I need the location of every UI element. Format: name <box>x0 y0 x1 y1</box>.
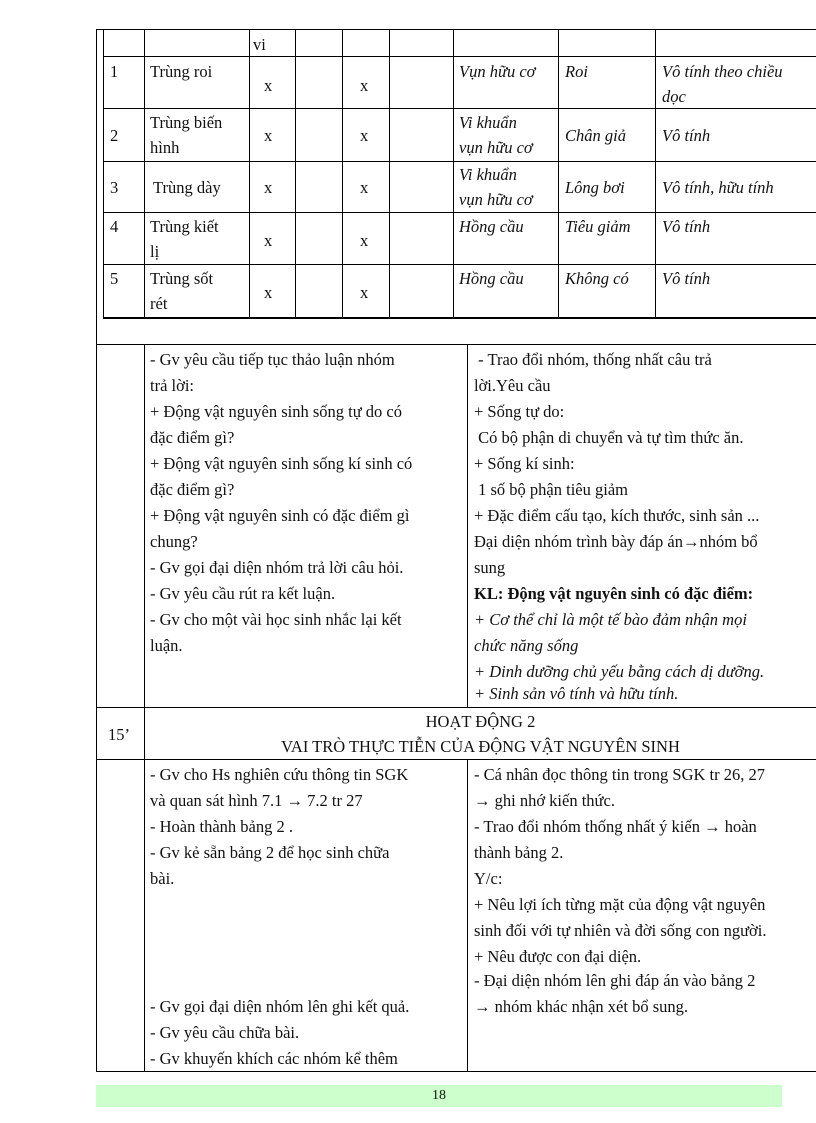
table-col-line <box>342 29 343 318</box>
organism-name: Trùng dày <box>153 178 221 197</box>
row-number: 1 <box>110 62 119 81</box>
teacher-line: - Hoàn thành bảng 2 . <box>150 817 293 836</box>
reproduction: Vô tính <box>662 126 711 145</box>
mid-col-line <box>467 759 468 1071</box>
activity-subtitle: VAI TRÒ THỰC TIỄN CỦA ĐỘNG VẬT NGUYÊN SINH <box>281 737 680 756</box>
row-number: 2 <box>110 126 119 145</box>
table-col-line <box>558 29 559 318</box>
student-line: lời.Yêu cầu <box>474 376 551 395</box>
food: Hồng cầu <box>459 269 524 288</box>
student-line: Có bộ phận di chuyển và tự tìm thức ăn. <box>474 428 744 447</box>
organism-name: Trùng biến <box>150 113 223 132</box>
teacher-line: đặc điểm gì? <box>150 480 235 499</box>
student-line: - Đại diện nhóm lên ghi đáp án vào bảng 2 <box>474 971 756 990</box>
teacher-line: + Động vật nguyên sinh sống tự do có <box>150 402 402 421</box>
teacher-line: - Gv cho Hs nghiên cứu thông tin SGK <box>150 765 409 784</box>
food: Hồng cầu <box>459 217 524 236</box>
mark-x: x <box>360 126 369 145</box>
food: vụn hữu cơ <box>459 138 533 157</box>
outer-left-border <box>96 29 97 1072</box>
student-line: - Trao đổi nhóm, thống nhất câu trả <box>474 350 712 369</box>
teacher-line: + Động vật nguyên sinh có đặc điểm gì <box>150 506 410 525</box>
table-row-line <box>103 108 816 109</box>
teacher-line: trả lời: <box>150 376 195 395</box>
student-line: sinh đối với tự nhiên và đời sống con người. <box>474 921 767 940</box>
teacher-line: - Gv yêu cầu tiếp tục thảo luận nhóm <box>150 350 395 369</box>
teacher-line: - Gv yêu cầu chữa bài. <box>150 1023 300 1042</box>
student-line: Y/c: <box>474 869 503 888</box>
food: vụn hữu cơ <box>459 190 533 209</box>
teacher-line: đặc điểm gì? <box>150 428 235 447</box>
table-col-line <box>144 29 145 318</box>
page-number: 18 <box>432 1088 446 1103</box>
organism-name: Trùng roi <box>150 62 213 81</box>
reproduction: Vô tính theo chiều <box>662 62 783 81</box>
teacher-line: chung? <box>150 532 198 551</box>
student-line: + Sống kí sinh: <box>474 454 575 473</box>
mark-x: x <box>360 178 369 197</box>
activity-time: 15’ <box>108 725 130 744</box>
row-number: 3 <box>110 178 119 197</box>
teacher-line: - Gv kẻ sẵn bảng 2 để học sinh chữa <box>150 843 390 862</box>
locomotion: Lông bơi <box>565 178 625 197</box>
locomotion: Chân giả <box>565 126 626 145</box>
student-line: Đại diện nhóm trình bày đáp án→nhóm bổ <box>474 532 758 551</box>
locomotion: Tiêu giảm <box>565 217 631 236</box>
reproduction: Vô tính <box>662 269 711 288</box>
conclusion-title: KL: Động vật nguyên sinh có đặc điểm: <box>474 584 754 603</box>
conclusion-item: + Cơ thể chỉ là một tế bào đảm nhận mọi <box>474 610 747 629</box>
mark-x: x <box>264 231 273 250</box>
mark-x: x <box>264 283 273 302</box>
table-header-fragment: vi <box>253 35 266 54</box>
organism-name: hình <box>150 138 180 157</box>
conclusion-item: + Dinh dưỡng chủ yếu bằng cách dị dưỡng. <box>474 662 765 681</box>
student-line: - Trao đổi nhóm thống nhất ý kiến → hoàn <box>474 817 757 836</box>
teacher-line: và quan sát hình 7.1 → 7.2 tr 27 <box>150 791 363 810</box>
section-line <box>96 707 816 708</box>
row-number: 5 <box>110 269 119 288</box>
mark-x: x <box>264 178 273 197</box>
reproduction: Vô tính, hữu tính <box>662 178 774 197</box>
table-col-line <box>453 29 454 318</box>
mark-x: x <box>264 76 273 95</box>
mid-col-line <box>467 344 468 707</box>
organism-name: Trùng kiết <box>150 217 219 236</box>
teacher-line: - Gv gọi đại diện nhóm trả lời câu hỏi. <box>150 558 404 577</box>
organism-name: Trùng sốt <box>150 269 214 288</box>
reproduction: Vô tính <box>662 217 711 236</box>
teacher-line: - Gv yêu cầu rút ra kết luận. <box>150 584 336 603</box>
top-border <box>96 29 816 30</box>
student-line: + Sống tự do: <box>474 402 565 421</box>
student-line: thành bảng 2. <box>474 843 564 862</box>
table-row-line <box>103 264 816 265</box>
teacher-line: + Động vật nguyên sinh sống kí sinh có <box>150 454 413 473</box>
food: Vi khuẩn <box>459 113 517 132</box>
section-line <box>96 344 816 345</box>
mark-x: x <box>360 231 369 250</box>
teacher-line: - Gv gọi đại diện nhóm lên ghi kết quả. <box>150 997 410 1016</box>
reproduction: dọc <box>662 87 686 106</box>
teacher-line: bài. <box>150 869 175 888</box>
teacher-line: luận. <box>150 636 183 655</box>
student-line: 1 số bộ phận tiêu giảm <box>474 480 628 499</box>
row-number: 4 <box>110 217 119 236</box>
student-line: + Nêu được con đại diện. <box>474 947 642 966</box>
student-line: sung <box>474 558 506 577</box>
student-line: → nhóm khác nhận xét bổ sung. <box>474 997 689 1016</box>
student-line: → ghi nhớ kiến thức. <box>474 791 615 810</box>
conclusion-item: chức năng sống <box>474 636 579 655</box>
table-col-line <box>389 29 390 318</box>
student-line: + Nêu lợi ích từng mặt của động vật nguyên <box>474 895 766 914</box>
mark-x: x <box>360 76 369 95</box>
conclusion-item: + Sinh sản vô tính và hữu tính. <box>474 684 679 703</box>
organism-name: rét <box>150 294 168 313</box>
page-footer <box>96 1085 782 1107</box>
teacher-line: - Gv khuyến khích các nhóm kể thêm <box>150 1049 398 1068</box>
table-col-line <box>655 29 656 318</box>
table-bottom-line <box>103 317 816 319</box>
food: Vụn hữu cơ <box>459 62 536 81</box>
time-col-line <box>144 344 145 1071</box>
locomotion: Không có <box>565 269 629 288</box>
outer-left-border-inner <box>103 29 104 318</box>
mark-x: x <box>360 283 369 302</box>
student-line: + Đặc điểm cấu tạo, kích thước, sinh sản ... <box>474 506 760 525</box>
table-row-line <box>103 56 816 57</box>
locomotion: Roi <box>565 62 588 81</box>
table-col-line <box>249 29 250 318</box>
table-col-line <box>295 29 296 318</box>
activity-title: HOẠT ĐỘNG 2 <box>425 712 536 731</box>
food: Vi khuẩn <box>459 165 517 184</box>
organism-name: lị <box>150 242 160 261</box>
student-line: - Cá nhân đọc thông tin trong SGK tr 26, 27 <box>474 765 766 784</box>
teacher-line: - Gv cho một vài học sinh nhắc lại kết <box>150 610 402 629</box>
mark-x: x <box>264 126 273 145</box>
